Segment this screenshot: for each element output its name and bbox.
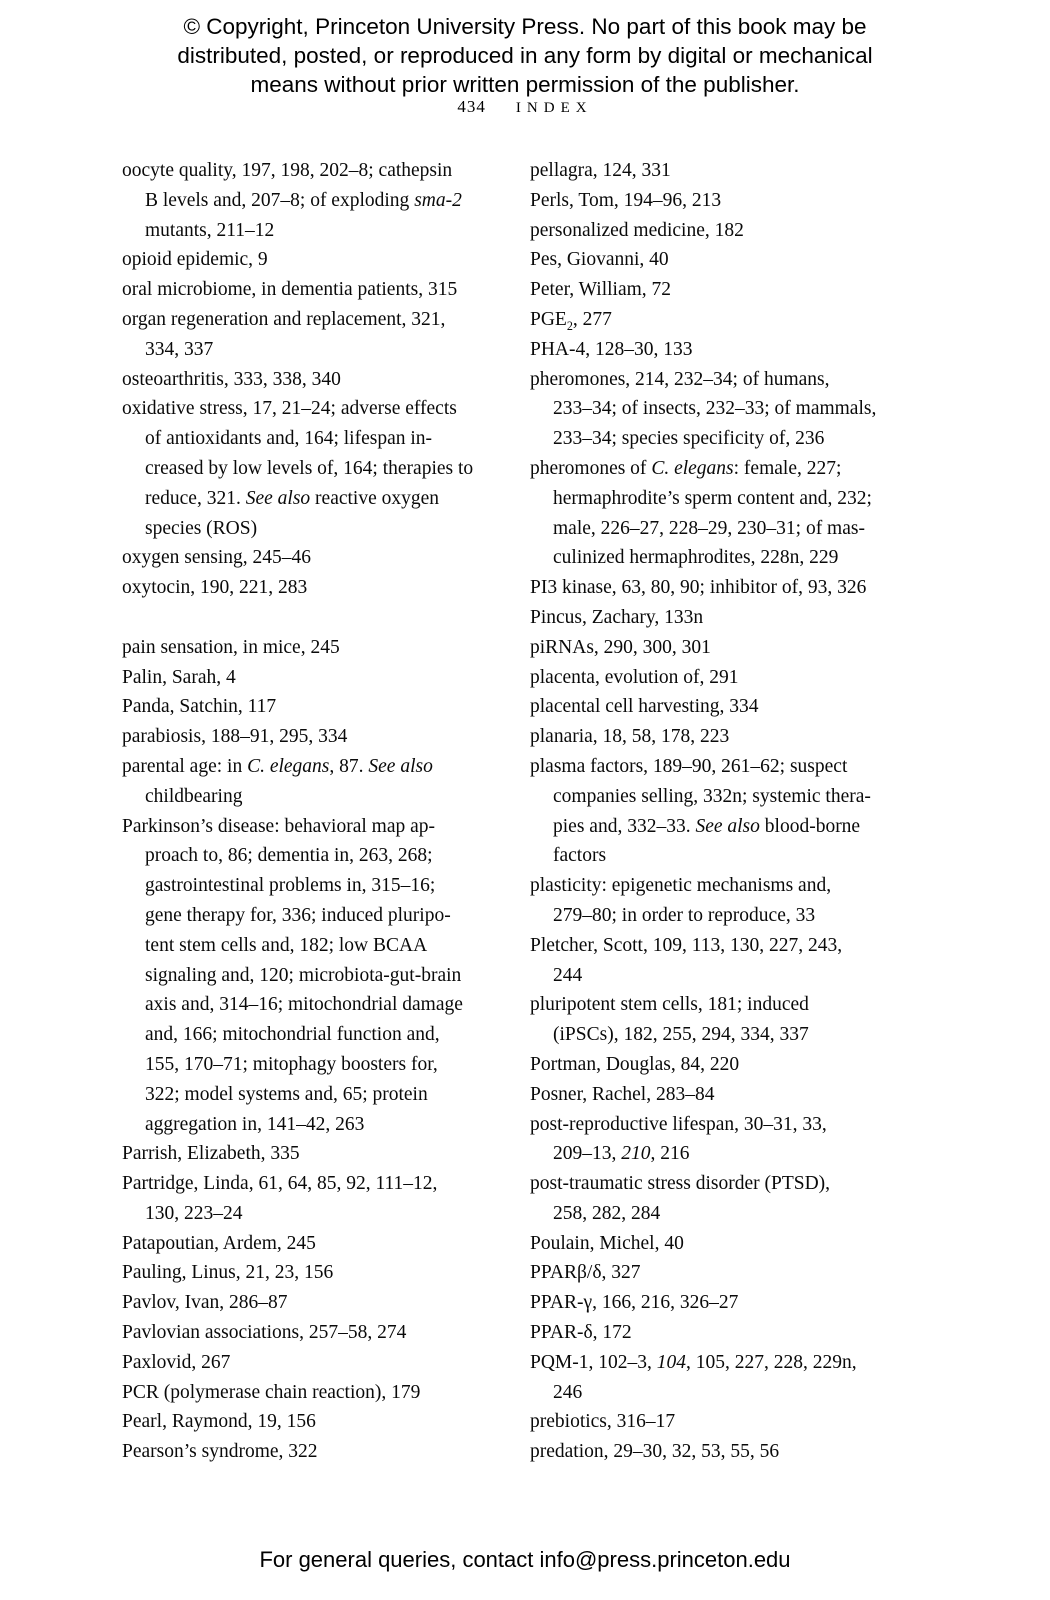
index-line: post-traumatic stress disorder (PTSD), (530, 1173, 831, 1195)
index-line: Pes, Giovanni, 40 (530, 249, 669, 271)
index-line: mutants, 211–12 (145, 219, 275, 241)
index-line: Pletcher, Scott, 109, 113, 130, 227, 243, (530, 934, 843, 956)
index-line: oxidative stress, 17, 21–24; adverse effects (122, 398, 457, 420)
index-line: parabiosis, 188–91, 295, 334 (122, 726, 348, 748)
footer-contact: For general queries, contact info@press.princeton.edu (259, 1547, 791, 1572)
index-line: 155, 170–71; mitophagy boosters for, (145, 1053, 438, 1075)
index-line: oocyte quality, 197, 198, 202–8; cathepsin (122, 160, 453, 181)
index-line: PPARβ/δ, 327 (530, 1262, 641, 1284)
copyright-notice (0, 12, 1050, 99)
index-line: culinized hermaphrodites, 228n, 229 (553, 547, 839, 569)
index-line: 334, 337 (145, 338, 214, 360)
index-line: B levels and, 207–8; of exploding sma-2 (145, 189, 462, 211)
running-head (0, 97, 1050, 117)
index-line: planaria, 18, 58, 178, 223 (530, 726, 730, 748)
index-line: oxygen sensing, 245–46 (122, 547, 312, 569)
index-line: oxytocin, 190, 221, 283 (122, 577, 308, 599)
index-line: piRNAs, 290, 300, 301 (530, 636, 711, 658)
index-line: 233–34; of insects, 232–33; of mammals, (553, 398, 877, 420)
index-line: companies selling, 332n; systemic thera- (553, 785, 871, 807)
index-line: hermaphrodite’s sperm content and, 232; (553, 487, 872, 509)
index-line: gene therapy for, 336; induced pluripo- (145, 904, 451, 926)
index-line: (iPSCs), 182, 255, 294, 334, 337 (553, 1024, 809, 1046)
page-number: 434 (457, 97, 486, 116)
index-line: PPAR-γ, 166, 216, 326–27 (530, 1292, 739, 1314)
index-line: signaling and, 120; microbiota-gut-brain (145, 964, 462, 986)
index-line: factors (553, 845, 607, 867)
index-line: 258, 282, 284 (553, 1202, 661, 1224)
index-line: 233–34; species specificity of, 236 (553, 428, 825, 450)
index-line: male, 226–27, 228–29, 230–31; of mas- (553, 517, 865, 539)
index-line: Posner, Rachel, 283–84 (530, 1083, 715, 1105)
index-line: placental cell harvesting, 334 (530, 696, 759, 718)
index-line: osteoarthritis, 333, 338, 340 (122, 368, 341, 390)
index-line: placenta, evolution of, 291 (530, 666, 739, 688)
index-line: pheromones of C. elegans: female, 227; (530, 457, 842, 479)
index-line: and, 166; mitochondrial function and, (145, 1024, 440, 1046)
index-line: PPAR-δ, 172 (530, 1322, 632, 1344)
index-line: 246 (553, 1381, 583, 1403)
index-line: Pearson’s syndrome, 322 (122, 1441, 318, 1463)
index-line: Parrish, Elizabeth, 335 (122, 1143, 300, 1165)
index-line: Peter, William, 72 (530, 279, 672, 301)
index-line: pheromones, 214, 232–34; of humans, (530, 368, 830, 390)
index-line: Partridge, Linda, 61, 64, 85, 92, 111–12, (122, 1173, 438, 1195)
index-line: oral microbiome, in dementia patients, 315 (122, 279, 458, 301)
index-line: opioid epidemic, 9 (122, 249, 268, 271)
index-line: proach to, 86; dementia in, 263, 268; (145, 845, 433, 867)
index-line: PI3 kinase, 63, 80, 90; inhibitor of, 93, 326 (530, 577, 867, 599)
index-line: 244 (553, 964, 583, 986)
index-line: $PGE_2$, 277 (530, 308, 612, 333)
index-line: 322; model systems and, 65; protein (145, 1083, 428, 1105)
index-line: pain sensation, in mice, 245 (122, 636, 340, 658)
index-line: Pearl, Raymond, 19, 156 (122, 1411, 316, 1433)
index-line: 130, 223–24 (145, 1202, 243, 1224)
index-line: Patapoutian, Ardem, 245 (122, 1232, 316, 1254)
index-line: aggregation in, 141–42, 263 (145, 1113, 365, 1135)
index-line: Poulain, Michel, 40 (530, 1232, 684, 1254)
index-line: PHA-4, 128–30, 133 (530, 338, 693, 360)
index-line: reduce, 321. See also reactive oxygen (145, 487, 440, 509)
index-line: plasticity: epigenetic mechanisms and, (530, 875, 832, 897)
index-line: Parkinson’s disease: behavioral map ap- (122, 815, 435, 837)
index-line: prebiotics, 316–17 (530, 1411, 676, 1433)
index-line: Pauling, Linus, 21, 23, 156 (122, 1262, 334, 1284)
index-line: Palin, Sarah, 4 (122, 666, 236, 688)
index-line: creased by low levels of, 164; therapies to (145, 457, 474, 479)
index-line: Pincus, Zachary, 133n (530, 606, 704, 628)
index-line: tent stem cells and, 182; low BCAA (145, 934, 428, 956)
index-line: species (ROS) (145, 517, 258, 539)
index-line: plasma factors, 189–90, 261–62; suspect (530, 755, 848, 777)
index-line: 209–13, 210, 216 (553, 1143, 690, 1165)
index-gap (122, 603, 524, 633)
copyright-line: means without prior written permission of the publisher. (250, 72, 800, 97)
index-line: Perls, Tom, 194–96, 213 (530, 189, 722, 211)
index-line: Pavlov, Ivan, 286–87 (122, 1292, 288, 1314)
index-line: axis and, 314–16; mitochondrial damage (145, 994, 463, 1016)
index-line: pluripotent stem cells, 181; induced (530, 994, 809, 1016)
copyright-line: © Copyright, Princeton University Press. No part of this book may be (183, 14, 867, 39)
index-column-left (122, 156, 524, 1467)
index-line: pellagra, 124, 331 (530, 160, 671, 181)
index-line: Pavlovian associations, 257–58, 274 (122, 1322, 407, 1344)
index-line: pies and, 332–33. See also blood-borne (553, 815, 861, 837)
index-line: PCR (polymerase chain reaction), 179 (122, 1381, 421, 1403)
index-line: parental age: in C. elegans, 87. See also (122, 755, 433, 777)
index-column-right (530, 156, 960, 1467)
index-line: Portman, Douglas, 84, 220 (530, 1053, 740, 1075)
index-line: PQM-1, 102–3, 104, 105, 227, 228, 229n, (530, 1351, 857, 1373)
index-line: predation, 29–30, 32, 53, 55, 56 (530, 1441, 780, 1463)
index-line: post-reproductive lifespan, 30–31, 33, (530, 1113, 827, 1135)
index-line: Paxlovid, 267 (122, 1351, 231, 1373)
copyright-line: distributed, posted, or reproduced in any form by digital or mechanical (177, 43, 873, 68)
index-line: 279–80; in order to reproduce, 33 (553, 904, 816, 926)
index-line: Panda, Satchin, 117 (122, 696, 277, 718)
index-line: childbearing (145, 785, 243, 807)
index-heading: INDEX (515, 100, 593, 116)
index-line: of antioxidants and, 164; lifespan in- (145, 428, 433, 450)
index-line: gastrointestinal problems in, 315–16; (145, 875, 436, 897)
index-line: organ regeneration and replacement, 321, (122, 308, 446, 330)
index-line: personalized medicine, 182 (530, 219, 744, 241)
